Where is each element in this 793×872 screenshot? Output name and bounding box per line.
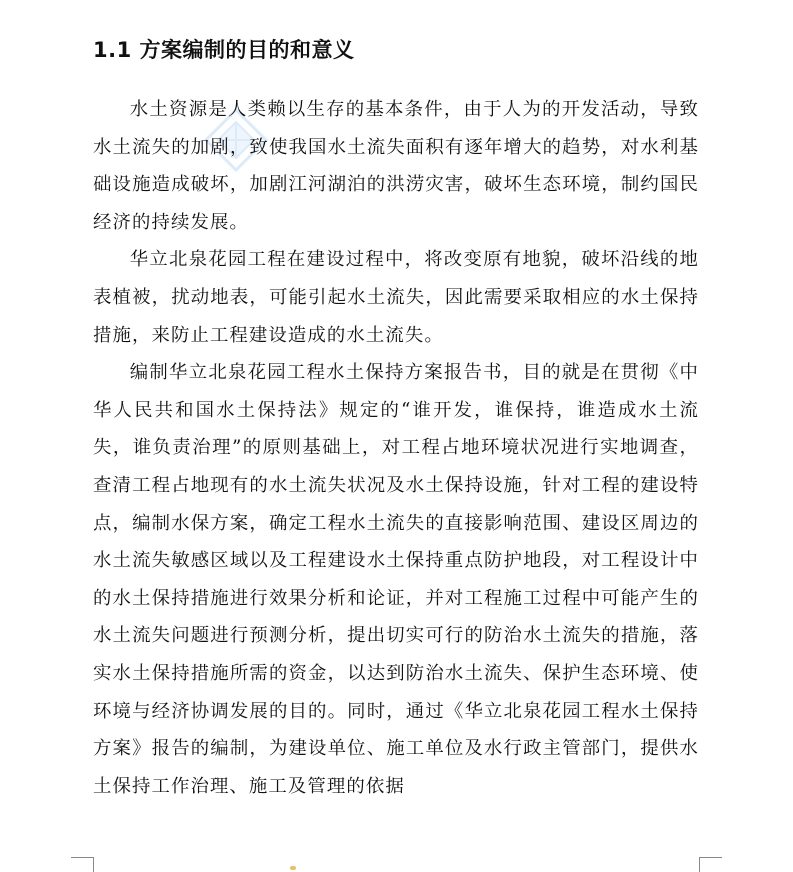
paragraph: 华立北泉花园工程在建设过程中，将改变原有地貌，破坏沿线的地表植被，扰动地表，可能引起水土流失，因此需要采取相应的水土保持措施，来防止工程建设造成的水土流失。: [93, 249, 699, 346]
section-heading: 1.1 方案编制的目的和意义: [93, 38, 355, 62]
paragraph: 水土资源是人类赖以生存的基本条件，由于人为的开发活动，导致水土流失的加剧，致使我国水土流失面积有逐年增大的趋势，对水利基础设施造成破坏，加剧江河湖泊的洪涝灾害，破坏生态环境，制约国民经济的持续发展。: [93, 99, 699, 233]
crop-mark-left: [71, 857, 94, 872]
crop-mark-right: [699, 857, 722, 872]
document-body: [93, 91, 699, 805]
footer-marker: [290, 866, 296, 870]
paragraph: 编制华立北泉花园工程水土保持方案报告书，目的就是在贯彻《中华人民共和国水土保持法》规定的“谁开发，谁保持，谁造成水土流失，谁负责治理”的原则基础上，对工程占地环境状况进行实地调查，查清工程占地现有的水土流失状况及水土保持设施，针对工程的建设特点，编制水保方案，确定工程水土流失的直接影响范围、建设区周边的水土流失敏感区域以及工程建设水土保持重点防护地段，对工程设计中的水土保持措施进行效果分析和论证，并对工程施工过程中可能产生的水土流失问题进行预测分析，提出切实可行的防治水土流失的措施，落实水土保持措施所需的资金，以达到防治水土流失、保护生态环境、使环境与经济协调发展的目的。同时，通过《华立北泉花园工程水土保持方案》报告的编制，为建设单位、施工单位及水行政主管部门，提供水土保持工作治理、施工及管理的依据: [93, 362, 699, 797]
